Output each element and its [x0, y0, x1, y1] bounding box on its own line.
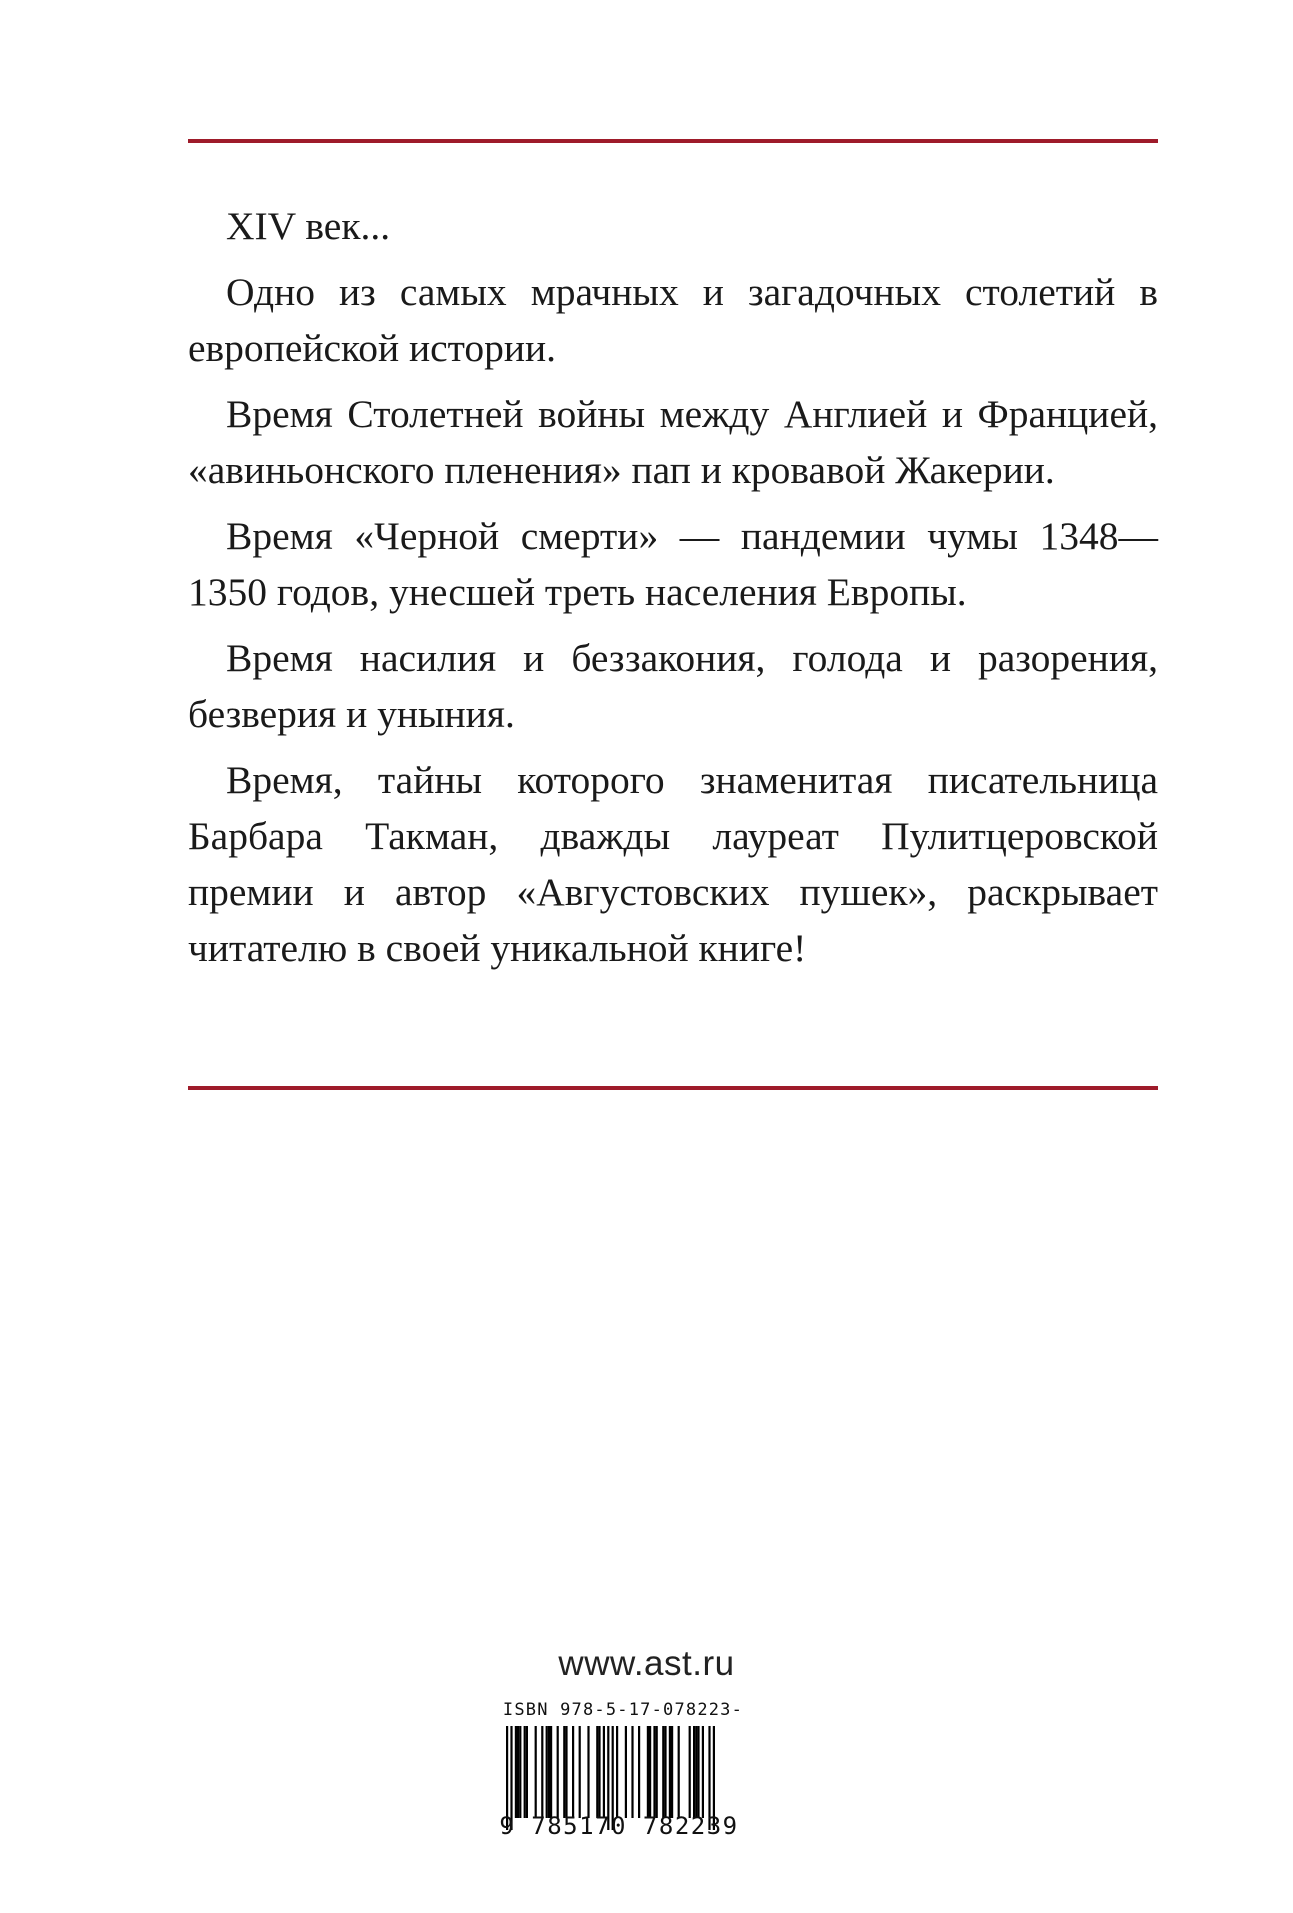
- blurb-paragraph: Время насилия и беззакония, голода и разорения, безверия и уныния.: [188, 636, 1158, 736]
- barcode-bar: [546, 1726, 548, 1818]
- top-divider: [188, 139, 1158, 143]
- barcode-bar: [702, 1726, 704, 1818]
- blurb-paragraph: Одно из самых мрачных и загадочных столетий в европейской истории.: [188, 270, 1158, 370]
- barcode-bar: [697, 1726, 699, 1818]
- barcode-bar: [548, 1726, 550, 1818]
- barcode-bar: [656, 1726, 658, 1818]
- blurb-paragraph: Время, тайны которого знаменитая писательница Барбара Такман, дважды лауреат Пулитцеровской премии и автор «Августовских пушек», раскрывает читателю в своей уникальной книге!: [188, 758, 1158, 970]
- barcode-bar: [515, 1726, 517, 1818]
- barcode-bar: [664, 1726, 666, 1818]
- barcode-digits: 9 785170 782239: [499, 1812, 739, 1840]
- blurb-paragraph: Время «Черной смерти» — пандемии чумы 1348—1350 годов, унесшей треть населения Европы.: [188, 514, 1158, 614]
- isbn-label: ISBN 978-5-17-078223-: [502, 1700, 744, 1720]
- barcode-bar: [579, 1726, 581, 1818]
- barcode-bar: [671, 1726, 673, 1818]
- barcode-bar: [662, 1726, 664, 1818]
- blurb-paragraph: XIV век...: [226, 204, 391, 248]
- barcode-bar: [669, 1726, 671, 1818]
- barcode-bar: [625, 1726, 627, 1818]
- barcode-bar: [550, 1726, 552, 1818]
- barcode-bar: [647, 1726, 649, 1818]
- barcode-bar: [565, 1726, 567, 1818]
- barcode-bar: [678, 1726, 680, 1818]
- barcode-bar: [517, 1726, 519, 1818]
- barcode-bar: [596, 1726, 598, 1818]
- barcode-bar: [587, 1726, 589, 1818]
- barcode-bar: [572, 1726, 574, 1818]
- publisher-website[interactable]: www.ast.ru: [558, 1644, 735, 1683]
- bottom-divider: [188, 1086, 1158, 1090]
- back-cover-blurb: [188, 198, 1158, 976]
- barcode-bar: [598, 1726, 600, 1818]
- barcode-bar: [535, 1726, 537, 1818]
- barcode-bar: [616, 1726, 618, 1818]
- barcode-bar: [526, 1726, 528, 1818]
- barcode-bar: [519, 1726, 521, 1818]
- barcode-bar: [603, 1726, 605, 1818]
- barcode-bar: [693, 1726, 695, 1818]
- isbn-barcode-block: [484, 1700, 754, 1840]
- barcode-bar: [649, 1726, 651, 1818]
- barcode-bar: [695, 1726, 697, 1818]
- barcode-bar: [557, 1726, 559, 1818]
- barcode-bar: [631, 1726, 633, 1818]
- barcode-bar: [689, 1726, 691, 1818]
- barcode-bar: [638, 1726, 640, 1818]
- barcode-bar: [653, 1726, 655, 1818]
- blurb-paragraph: Время Столетней войны между Англией и Францией, «авиньонского пленения» пап и кровавой Жакерии.: [188, 392, 1158, 492]
- barcode-bar: [524, 1726, 526, 1818]
- barcode-bar: [563, 1726, 565, 1818]
- barcode-bar: [541, 1726, 543, 1818]
